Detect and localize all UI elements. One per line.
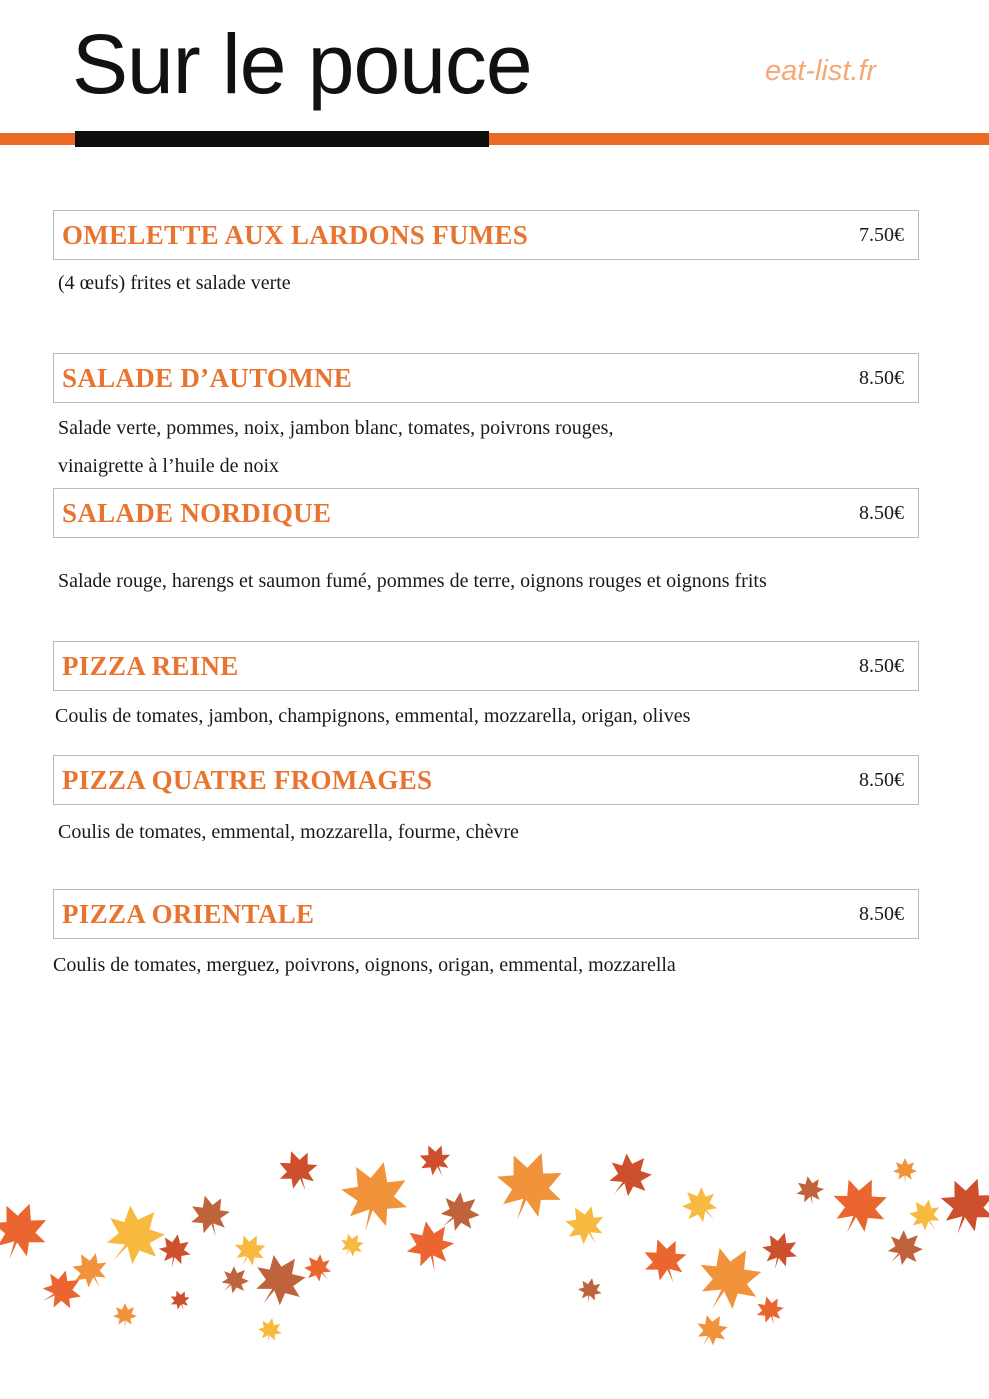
leaf-icon [757, 1228, 802, 1274]
leaf-icon [558, 1198, 614, 1254]
leaf-icon [298, 1248, 338, 1289]
autumn-leaves-icon [0, 1130, 989, 1370]
item-description: Coulis de tomates, jambon, champignons, emmental, mozzarella, origan, olives [55, 705, 691, 727]
menu-item-header [53, 353, 919, 403]
watermark: eat-list.fr [765, 55, 877, 87]
item-name: SALADE NORDIQUE [62, 498, 332, 528]
header-rule-black [75, 131, 489, 147]
menu-item-header [53, 641, 919, 691]
item-price: 8.50€ [859, 502, 904, 524]
leaf-icon [637, 1232, 694, 1290]
leaf-icon [893, 1158, 917, 1183]
leaf-icon [0, 1194, 56, 1268]
leaf-icon [485, 1141, 573, 1231]
leaf-icon [113, 1303, 137, 1328]
item-name: OMELETTE AUX LARDONS FUMES [62, 220, 529, 250]
leaf-icon [878, 1223, 930, 1275]
leaf-icon [931, 1169, 989, 1243]
page-title: Sur le pouce [72, 17, 532, 111]
leaf-icon [186, 1191, 236, 1242]
leaf-icon [272, 1144, 324, 1197]
item-name: PIZZA REINE [62, 651, 239, 681]
leaf-icon [689, 1308, 734, 1353]
menu-item-header [53, 210, 919, 260]
leaf-icon [685, 1234, 774, 1324]
leaf-icon [91, 1193, 177, 1280]
item-price: 8.50€ [859, 903, 904, 925]
leaf-icon [228, 1229, 271, 1273]
menu-item-header [53, 488, 919, 538]
leaf-icon [822, 1168, 898, 1245]
item-description: Coulis de tomates, merguez, poivrons, oignons, origan, emmental, mozzarella [53, 954, 676, 976]
item-description: Salade rouge, harengs et saumon fumé, pommes de terre, oignons rouges et oignons frits [58, 570, 767, 592]
leaf-icon [167, 1287, 193, 1314]
leaf-icon [576, 1276, 604, 1305]
item-name: SALADE D’AUTOMNE [62, 363, 353, 393]
leaf-icon [214, 1260, 255, 1301]
leaf-icon [414, 1139, 457, 1183]
leaf-icon [903, 1193, 948, 1239]
leaf-icon [598, 1144, 661, 1208]
leaf-icon [794, 1174, 827, 1208]
item-name: PIZZA QUATRE FROMAGES [62, 765, 433, 795]
item-description: vinaigrette à l’huile de noix [58, 455, 280, 477]
leaf-icon [675, 1180, 727, 1232]
leaf-icon [332, 1153, 416, 1240]
item-price: 8.50€ [859, 655, 904, 677]
leaf-icon [402, 1217, 458, 1275]
item-description: Coulis de tomates, emmental, mozzarella, fourme, chèvre [58, 821, 519, 843]
item-price: 8.50€ [859, 367, 904, 389]
item-description: Salade verte, pommes, noix, jambon blanc, tomates, poivrons rouges, [58, 417, 614, 439]
item-description: (4 œufs) frites et salade verte [58, 272, 291, 294]
menu-item-header [53, 755, 919, 805]
leaf-icon [335, 1229, 368, 1263]
leaf-icon [753, 1293, 788, 1329]
leaf-icon [156, 1231, 193, 1270]
leaf-icon [256, 1316, 284, 1345]
item-name: PIZZA ORIENTALE [62, 899, 315, 929]
menu-item-header [53, 889, 919, 939]
item-price: 8.50€ [859, 769, 904, 791]
item-price: 7.50€ [859, 224, 904, 246]
